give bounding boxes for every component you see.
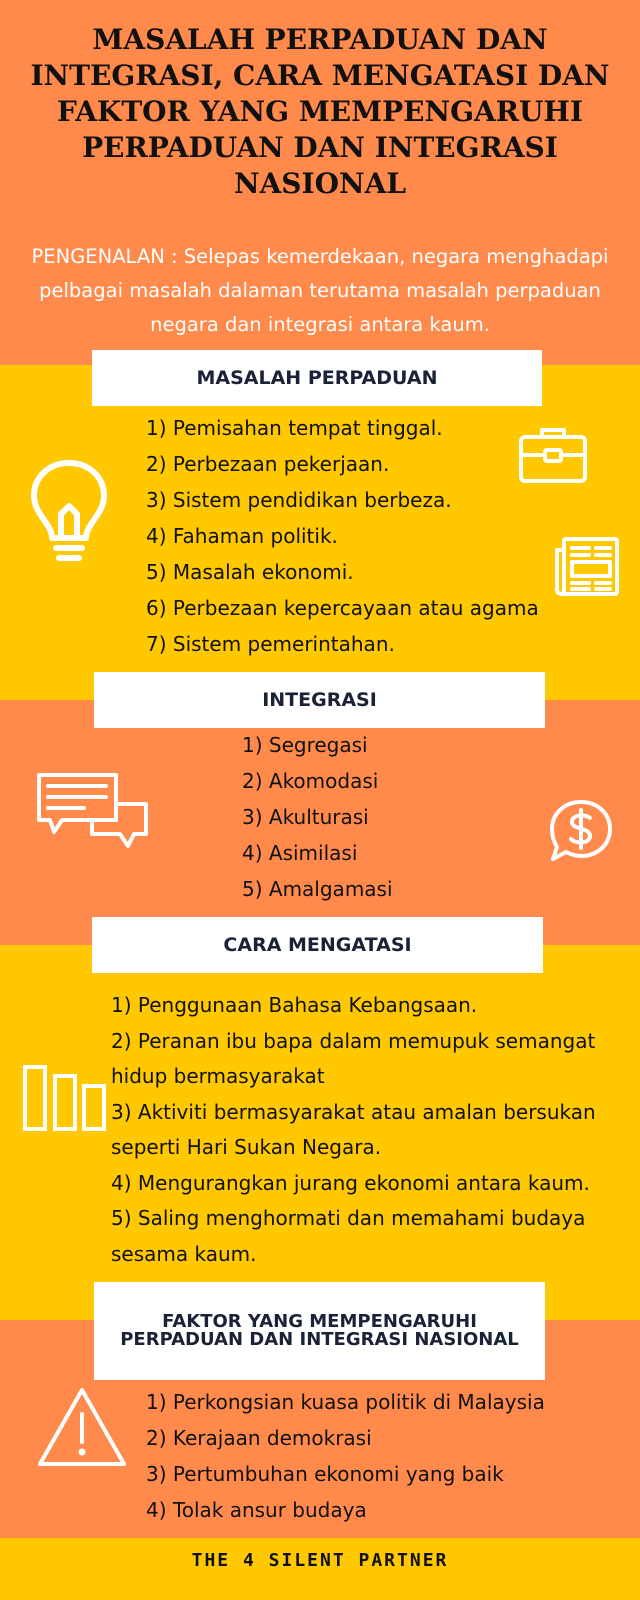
- list-item: 4) Fahaman politik.: [146, 524, 338, 548]
- list-item: 5) Amalgamasi: [242, 877, 393, 901]
- list-item: 3) Aktiviti bermasyarakat atau amalan bersukan seperti Hari Sukan Negara.: [111, 1099, 596, 1159]
- section-heading-faktor: FAKTOR YANG MEMPENGARUHI PERPADUAN DAN INTEGRASI NASIONAL: [94, 1282, 545, 1380]
- list-item: 1) Penggunaan Bahasa Kebangsaan.: [111, 993, 478, 1017]
- section-heading-integrasi: INTEGRASI: [94, 672, 545, 728]
- list-item: 1) Pemisahan tempat tinggal.: [146, 416, 443, 440]
- newspaper-icon: [554, 536, 620, 598]
- list-item: 2) Peranan ibu bapa dalam memupuk semangat hidup bermasyarakat: [111, 1028, 596, 1088]
- bar-columns-icon: [22, 1064, 108, 1132]
- list-item: 2) Perbezaan pekerjaan.: [146, 452, 390, 476]
- list-integrasi: [242, 727, 542, 907]
- section-heading-cara: CARA MENGATASI: [92, 917, 543, 973]
- page-title: MASALAH PERPADUAN DAN INTEGRASI, CARA MENGATASI DAN FAKTOR YANG MEMPENGARUHI PERPADUAN DAN INTEGRASI NASIONAL: [30, 23, 610, 200]
- list-item: 4) Tolak ansur budaya: [146, 1498, 367, 1522]
- list-item: 1) Segregasi: [242, 733, 368, 757]
- list-item: 6) Perbezaan kepercayaan atau agama: [146, 596, 539, 620]
- briefcase-icon: [518, 425, 588, 485]
- list-faktor: [146, 1384, 626, 1528]
- list-item: 2) Akomodasi: [242, 769, 379, 793]
- list-item: 4) Asimilasi: [242, 841, 358, 865]
- list-item: 5) Saling menghormati dan memahami budaya sesama kaum.: [111, 1206, 586, 1266]
- list-item: 1) Perkongsian kuasa politik di Malaysia: [146, 1390, 545, 1414]
- list-item: 7) Sistem pemerintahan.: [146, 632, 395, 656]
- chat-bubbles-icon: [36, 772, 150, 850]
- footer-credit: THE 4 SILENT PARTNER: [191, 1550, 449, 1571]
- list-item: 3) Pertumbuhan ekonomi yang baik: [146, 1462, 504, 1486]
- list-item: 2) Kerajaan demokrasi: [146, 1426, 372, 1450]
- lightbulb-icon: [28, 458, 110, 570]
- list-item: 5) Masalah ekonomi.: [146, 560, 354, 584]
- list-cara: [111, 988, 636, 1272]
- warning-icon: [36, 1386, 128, 1468]
- dollar-bubble-icon: [548, 798, 614, 864]
- section-heading-masalah: MASALAH PERPADUAN: [92, 350, 542, 406]
- list-item: 3) Sistem pendidikan berbeza.: [146, 488, 452, 512]
- list-item: 3) Akulturasi: [242, 805, 369, 829]
- list-item: 4) Mengurangkan jurang ekonomi antara kaum.: [111, 1170, 590, 1195]
- intro-text: PENGENALAN : Selepas kemerdekaan, negara menghadapi pelbagai masalah dalaman terutama masalah perpaduan negara dan integrasi antara kaum.: [31, 245, 609, 336]
